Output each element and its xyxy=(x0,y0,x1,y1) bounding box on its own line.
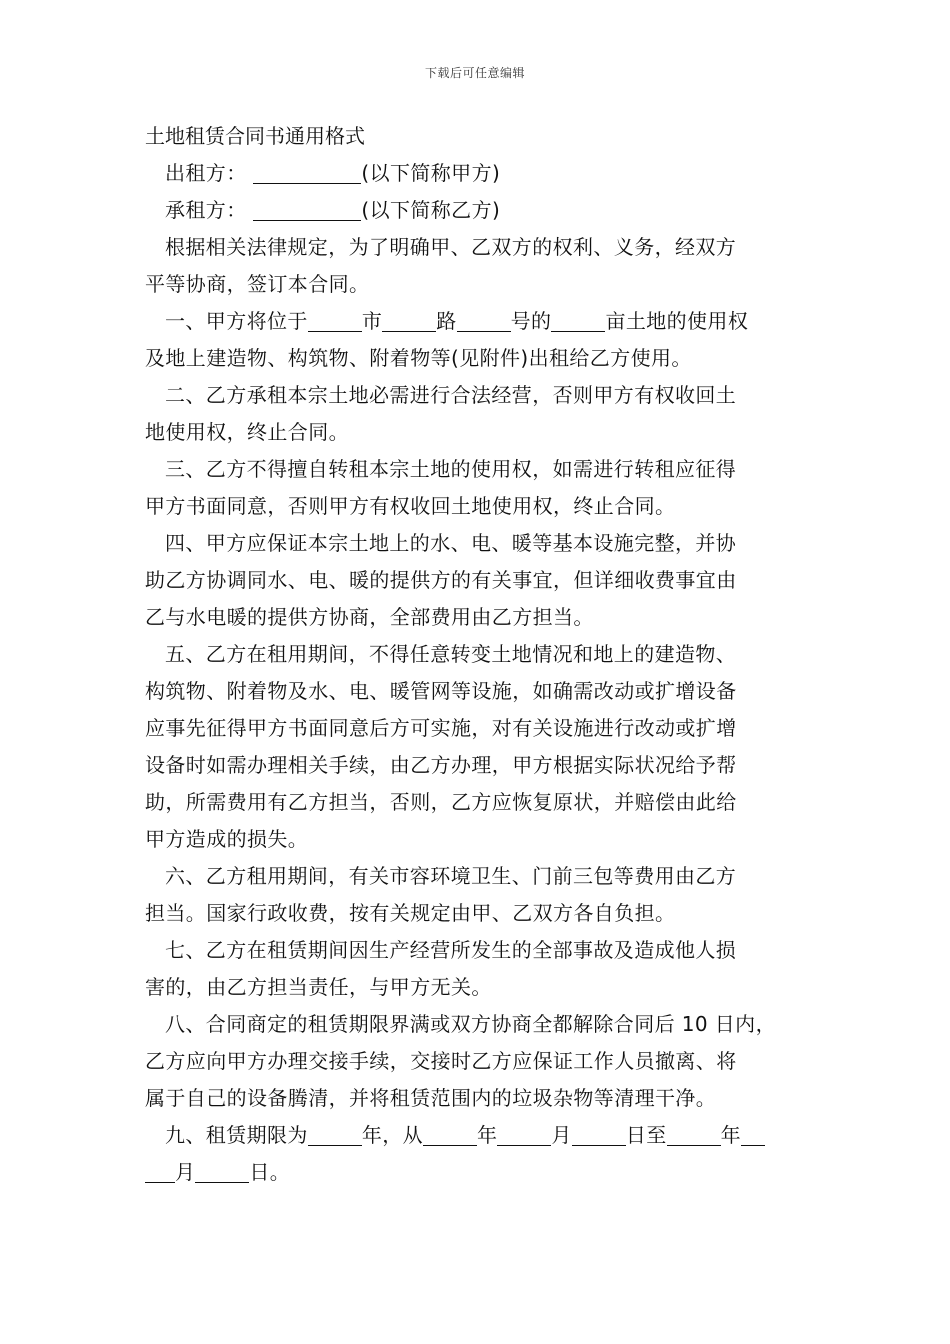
document-body xyxy=(145,118,810,1191)
clause2-line-2: 地使用权，终止合同。 xyxy=(145,420,349,444)
clause8-line-3: 属于自己的设备腾清，并将租赁范围内的垃圾杂物等清理干净。 xyxy=(145,1086,717,1110)
clause5-line-5: 助，所需费用有乙方担当，否则，乙方应恢复原状，并赔偿由此给 xyxy=(145,790,737,814)
clause8-line-1: 八、合同商定的租赁期限界满或双方协商全都解除合同后 10 日内， xyxy=(165,1012,776,1036)
lessee-suffix: (以下简称乙方) xyxy=(361,198,501,222)
clause1-line-2: 及地上建造物、构筑物、附着物等(见附件)出租给乙方使用。 xyxy=(145,346,692,370)
clause8-line-2: 乙方应向甲方办理交接手续，交接时乙方应保证工作人员撤离、将 xyxy=(145,1049,737,1073)
clause5-line-2: 构筑物、附着物及水、电、暖管网等设施，如确需改动或扩增设备 xyxy=(145,679,737,703)
start-year-blank[interactable] xyxy=(423,1125,477,1146)
clause5-line-3: 应事先征得甲方书面同意后方可实施，对有关设施进行改动或扩增 xyxy=(145,716,737,740)
clause9-text-8: 日。 xyxy=(249,1160,291,1184)
start-day-blank[interactable] xyxy=(572,1125,626,1146)
lessee-line xyxy=(145,192,810,229)
clause1-text-2: 市 xyxy=(361,309,383,333)
clause1-text-3: 路 xyxy=(436,309,457,333)
end-month-blank-part1[interactable] xyxy=(741,1125,765,1146)
lessor-suffix: (以下简称甲方) xyxy=(361,161,501,185)
clause3-line-2: 甲方书面同意，否则甲方有权收回土地使用权，终止合同。 xyxy=(145,494,676,518)
clause2-line-1: 二、乙方承租本宗土地必需进行合法经营，否则甲方有权收回土 xyxy=(165,383,737,407)
clause3-line-1: 三、乙方不得擅自转租本宗土地的使用权，如需进行转租应征得 xyxy=(165,457,737,481)
number-blank[interactable] xyxy=(457,311,511,332)
end-year-blank[interactable] xyxy=(667,1125,721,1146)
lessee-name-blank[interactable] xyxy=(253,200,361,221)
lessor-line xyxy=(145,155,810,192)
clause9-text-5: 日至 xyxy=(625,1123,667,1147)
clause9-text-3: 年 xyxy=(477,1123,498,1147)
clause9-text-7: 月 xyxy=(175,1160,196,1184)
end-day-blank[interactable] xyxy=(195,1162,249,1183)
clause7-line-2: 害的，由乙方担当责任，与甲方无关。 xyxy=(145,975,492,999)
clause6-line-2: 担当。国家行政收费，按有关规定由甲、乙双方各自负担。 xyxy=(145,901,676,925)
clause1-line-1 xyxy=(145,303,810,340)
start-month-blank[interactable] xyxy=(497,1125,551,1146)
end-month-blank-part2[interactable] xyxy=(145,1162,175,1183)
lessor-label: 出租方： xyxy=(165,161,247,185)
clause7-line-1: 七、乙方在租赁期间因生产经营所发生的全部事故及造成他人损 xyxy=(165,938,737,962)
clause9-text-1: 九、租赁期限为 xyxy=(165,1123,308,1147)
page-header-note: 下载后可任意编辑 xyxy=(424,66,525,80)
document-title: 土地租赁合同书通用格式 xyxy=(145,124,365,148)
clause9-line-2 xyxy=(145,1154,810,1191)
clause4-line-2: 助乙方协调同水、电、暖的提供方的有关事宜，但详细收费事宜由 xyxy=(145,568,737,592)
clause6-line-1: 六、乙方租用期间，有关市容环境卫生、门前三包等费用由乙方 xyxy=(165,864,737,888)
clause5-line-4: 设备时如需办理相关手续，由乙方办理，甲方根据实际状况给予帮 xyxy=(145,753,737,777)
clause5-line-1: 五、乙方在租用期间，不得任意转变土地情况和地上的建造物、 xyxy=(165,642,737,666)
clause1-text-5: 亩土地的使用权 xyxy=(605,309,749,333)
clause1-text-4: 号的 xyxy=(510,309,552,333)
clause1-text-1: 一、甲方将位于 xyxy=(165,309,308,333)
clause9-line-1 xyxy=(145,1117,810,1154)
lessor-name-blank[interactable] xyxy=(253,163,361,184)
clause4-line-1: 四、甲方应保证本宗土地上的水、电、暖等基本设施完整，并协 xyxy=(165,531,737,555)
clause5-line-6: 甲方造成的损失。 xyxy=(145,827,309,851)
clause4-line-3: 乙与水电暖的提供方协商，全部费用由乙方担当。 xyxy=(145,605,594,629)
lease-years-blank[interactable] xyxy=(308,1125,362,1146)
city-blank[interactable] xyxy=(308,311,362,332)
clause9-text-2: 年，从 xyxy=(361,1123,424,1147)
lessee-label: 承租方： xyxy=(165,198,247,222)
acre-blank[interactable] xyxy=(551,311,605,332)
intro-line-2: 平等协商，签订本合同。 xyxy=(145,272,370,296)
road-blank[interactable] xyxy=(382,311,436,332)
clause9-text-6: 年 xyxy=(720,1123,742,1147)
intro-line-1: 根据相关法律规定，为了明确甲、乙双方的权利、义务，经双方 xyxy=(165,235,737,259)
clause9-text-4: 月 xyxy=(551,1123,572,1147)
